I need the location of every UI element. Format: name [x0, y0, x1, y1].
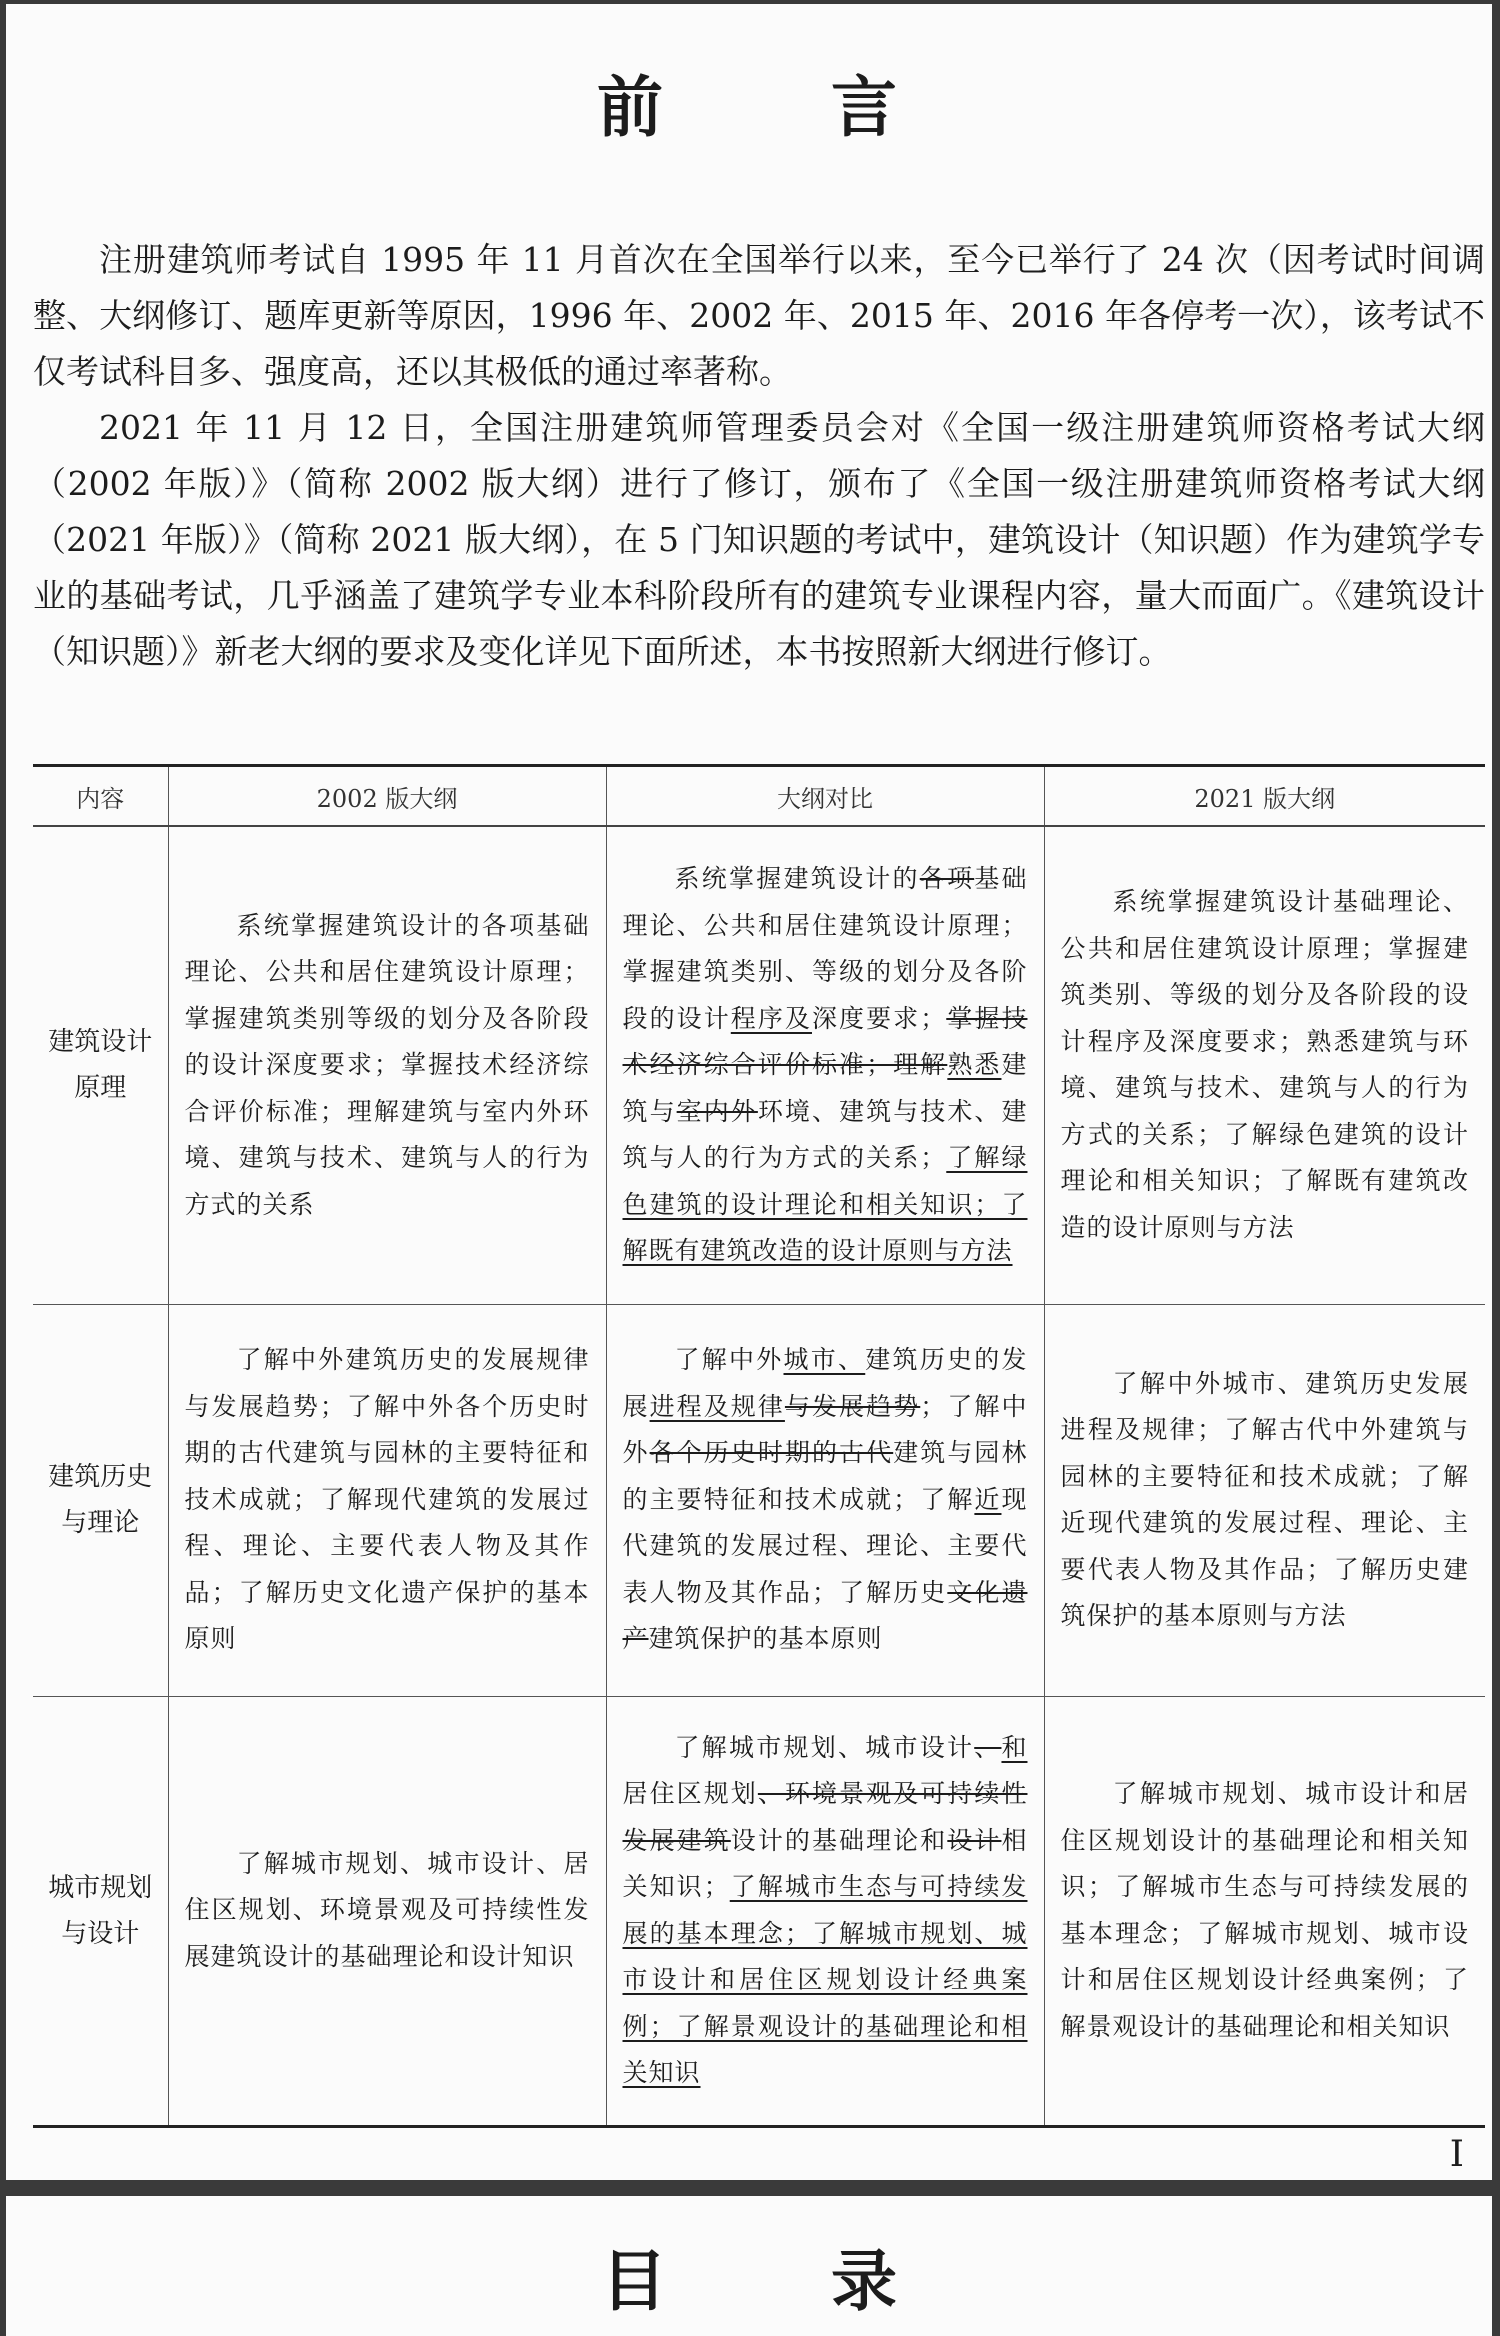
syllabus-comparison-table	[33, 764, 1485, 2128]
intro-text	[33, 232, 1485, 680]
removed-text: 文化遗产	[622, 1577, 1028, 1654]
page-title: 前 言	[597, 68, 901, 146]
unchanged-text: 现代建筑的发展过程、理论、主要代表人物及其作品；了解历史	[622, 1484, 1028, 1607]
header-content: 内容	[33, 766, 168, 827]
new-syllabus-cell: 了解城市规划、城市设计和居住区规划设计的基础理论和相关知识；了解城市生态与可持续发展的基本理念；了解城市规划、城市设计和居住区规划设计经典案例；了解景观设计的基础理论和相关知识	[1044, 1696, 1485, 2126]
new-syllabus-cell: 了解中外城市、建筑历史发展进程及规律；了解古代中外建筑与园林的主要特征和技术成就；了解近现代建筑的发展过程、理论、主要代表人物及其作品；了解历史建筑保护的基本原则与方法	[1044, 1304, 1485, 1696]
unchanged-text: 了解城市规划、城市设计	[674, 1732, 975, 1762]
added-text: 近	[974, 1484, 1002, 1514]
header-2002: 2002 版大纲	[168, 766, 606, 827]
row-label: 建筑历史 与理论	[33, 1304, 168, 1696]
preface-page	[6, 4, 1492, 2180]
unchanged-text: 环境、建筑与技术、建筑与人的行为方式的关系；	[622, 1096, 1028, 1172]
unchanged-text: 建筑与园林的主要特征和技术成就；了解	[622, 1438, 1028, 1514]
unchanged-text: 系统掌握建筑设计的	[674, 864, 920, 893]
row-label: 城市规划 与设计	[33, 1696, 168, 2126]
intro-paragraph-1: 注册建筑师考试自 1995 年 11 月首次在全国举行以来，至今已举行了 24 次（因考试时间调整、大纲修订、题库更新等原因，1996 年、2002 年、2015 年、2016 年各停考一次），该考试不仅考试科目多、强度高，还以其极低的通过率著称。	[33, 240, 1485, 391]
comparison-cell	[606, 1696, 1044, 2126]
header-2021: 2021 版大纲	[1044, 766, 1485, 827]
unchanged-text: 了解中外	[674, 1345, 784, 1375]
added-text: 了解绿色建筑的设计理论和相关知识；了解既有建筑改造的设计原则与方法	[622, 1143, 1028, 1265]
removed-text: 与发展趋势	[784, 1391, 921, 1421]
added-text: 城市、	[783, 1345, 866, 1375]
contents-page	[6, 2196, 1492, 2336]
old-syllabus-cell: 了解城市规划、城市设计、居住区规划、环境景观及可持续性发展建筑设计的基础理论和设计知识	[168, 1696, 606, 2126]
unchanged-text: 相关知识；	[622, 1825, 1028, 1901]
unchanged-text: 建筑与	[622, 1050, 1028, 1126]
unchanged-text: ；了解中外	[622, 1391, 1028, 1468]
unchanged-text: 基础理论、公共和居住建筑设计原理；掌握建筑类别、等级的划分及各阶段的设计	[622, 864, 1028, 1033]
unchanged-text: 深度要求；	[811, 1003, 947, 1033]
removed-text: 掌握技术经济综合评价标准；理解	[622, 1003, 1028, 1079]
unchanged-text: 建筑保护的基本原则	[648, 1624, 883, 1654]
new-syllabus-cell: 系统掌握建筑设计基础理论、公共和居住建筑设计原理；掌握建筑类别、等级的划分及各阶段的设计程序及深度要求；熟悉建筑与环境、建筑与技术、建筑与人的行为方式的关系；了解绿色建筑的设计理论和相关知识；了解既有建筑改造的设计原则与方法	[1044, 826, 1485, 1304]
added-text: 和	[1001, 1732, 1028, 1762]
added-text: 熟悉	[947, 1050, 1002, 1079]
row-label: 建筑设计 原理	[33, 826, 168, 1304]
old-syllabus-cell: 系统掌握建筑设计的各项基础理论、公共和居住建筑设计原理；掌握建筑类别等级的划分及各阶段的设计深度要求；掌握技术经济综合评价标准；理解建筑与室内外环境、建筑与技术、建筑与人的行为方式的关系	[168, 826, 606, 1304]
table-header-row	[33, 766, 1485, 827]
header-compare: 大纲对比	[606, 766, 1044, 827]
intro-paragraph-2: 2021 年 11 月 12 日，全国注册建筑师管理委员会对《全国一级注册建筑师资格考试大纲（2002 年版）》（简称 2002 版大纲）进行了修订，颁布了《全国一级注册建筑师资格考试大纲（2021 年版）》（简称 2021 版大纲），在 5 门知识题的考试中，建筑设计（知识题）作为建筑学专业的基础考试，几乎涵盖了建筑学专业本科阶段所有的建筑专业课程内容，量大而面广。《建筑设计（知识题）》新老大纲的要求及变化详见下面所述，本书按照新大纲进行修订。	[33, 408, 1485, 671]
contents-title: 目 录	[601, 2242, 897, 2320]
removed-text: 室内外	[676, 1096, 758, 1126]
removed-text: 各个历史时期的古代	[649, 1438, 894, 1468]
unchanged-text: 设计的基础理论和	[730, 1825, 948, 1855]
added-text: 进程及规律	[649, 1391, 785, 1421]
comparison-cell	[606, 826, 1044, 1304]
unchanged-text: 居住区规划	[622, 1779, 758, 1808]
table-row	[33, 1696, 1485, 2126]
table-row	[33, 1304, 1485, 1696]
page-number: I	[1449, 2134, 1464, 2175]
comparison-cell	[606, 1304, 1044, 1696]
removed-text: 设计	[947, 1825, 1002, 1855]
old-syllabus-cell: 了解中外建筑历史的发展规律与发展趋势；了解中外各个历史时期的古代建筑与园林的主要特征和技术成就；了解现代建筑的发展过程、理论、主要代表人物及其作品；了解历史文化遗产保护的基本原则	[168, 1304, 606, 1696]
added-text: 了解城市生态与可持续发展的基本理念；了解城市规划、城市设计和居住区规划设计经典案例；了解景观设计的基础理论和相关知识	[622, 1872, 1028, 2087]
removed-text: 、环境景观及可持续性发展建筑	[622, 1779, 1028, 1855]
table-row	[33, 826, 1485, 1304]
removed-text: 各项	[919, 864, 975, 893]
removed-text: 、	[974, 1732, 1002, 1762]
unchanged-text: 建筑历史的发展	[622, 1345, 1028, 1421]
added-text: 程序及	[730, 1003, 812, 1033]
